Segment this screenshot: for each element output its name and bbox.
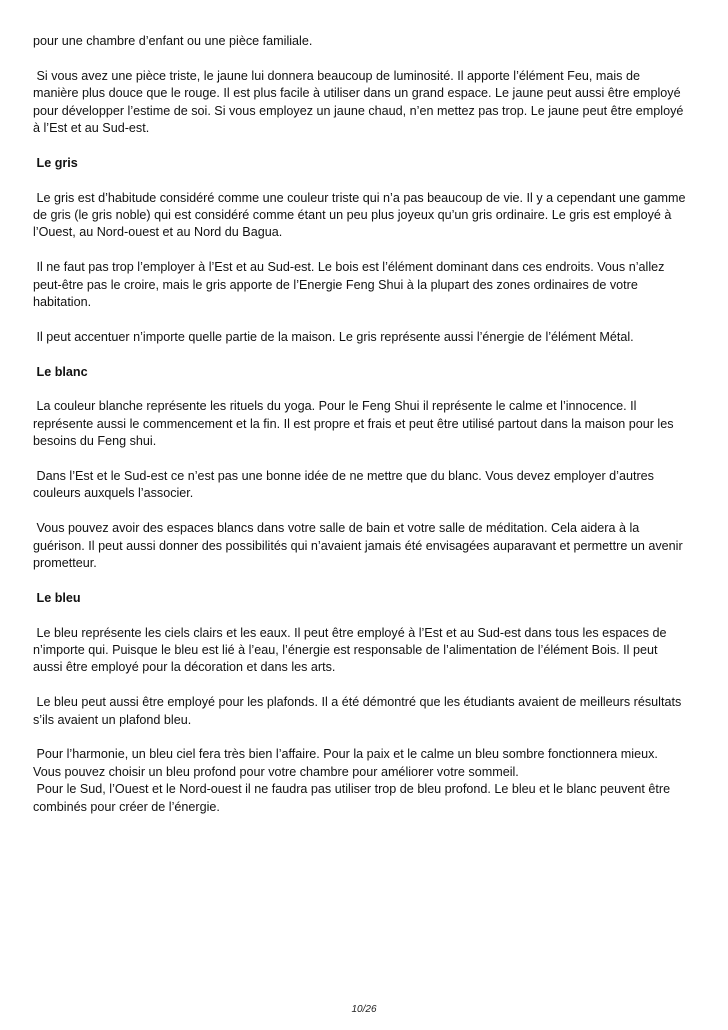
page-number: 10/26 xyxy=(351,1004,377,1015)
paragraph-1: pour une chambre d’enfant ou une pièce familiale. xyxy=(33,34,313,48)
paragraph-4: Il ne faut pas trop l’employer à l’Est et au Sud-est. Le bois est l’élément dominant dans ces endroits. Vous n’allez peut-être pas le croire, mais le gris apporte de l’Energie Feng Shui à la plupart des zones ordinaires de votre habitation. xyxy=(33,260,668,310)
paragraph-5: Il peut accentuer n’importe quelle partie de la maison. Le gris représente aussi l’énergie de l’élément Métal. xyxy=(33,329,634,344)
document-page xyxy=(33,33,688,833)
paragraph-7: Dans l’Est et le Sud-est ce n’est pas une bonne idée de ne mettre que du blanc. Vous devez employer d’autres couleurs auxquels l’associer. xyxy=(33,469,658,501)
paragraph-12: Pour le Sud, l’Ouest et le Nord-ouest il ne faudra pas utiliser trop de bleu profond. Le bleu et le blanc peuvent être combinés pour créer de l’énergie. xyxy=(33,782,674,814)
paragraph-3: Le gris est d’habitude considéré comme une couleur triste qui n’a pas beaucoup de vie. Il y a cependant une gamme de gris (le gris noble) qui est considéré comme étant un peu plus joyeux qu’un gris ordinaire. Le gris est employé à l’Ouest, au Nord-ouest et au Nord du Bagua. xyxy=(33,190,689,240)
paragraph-6: La couleur blanche représente les rituels du yoga. Pour le Feng Shui il représente le calme et l’innocence. Il représente aussi le commencement et la fin. Il est propre et frais et peut être utilisé partout dans la maison pour les besoins du Feng shui. xyxy=(33,399,678,449)
section-heading-gris: Le gris xyxy=(33,155,78,170)
paragraph-10: Le bleu peut aussi être employé pour les plafonds. Il a été démontré que les étudiants avaient de meilleurs résultats s’ils avaient un plafond bleu. xyxy=(33,695,685,727)
paragraph-11: Pour l’harmonie, un bleu ciel fera très bien l’affaire. Pour la paix et le calme un bleu sombre fonctionnera mieux. Vous pouvez choisir un bleu profond pour votre chambre pour améliorer votre sommeil. xyxy=(33,747,662,779)
paragraph-8: Vous pouvez avoir des espaces blancs dans votre salle de bain et votre salle de méditation. Cela aidera à la guérison. Il peut aussi donner des possibilités qui n’avaient jamais été envisagées auparavant et permettre un avenir prometteur. xyxy=(33,521,687,571)
paragraph-2: Si vous avez une pièce triste, le jaune lui donnera beaucoup de luminosité. Il apporte l’élément Feu, mais de manière plus douce que le rouge. Il est plus facile à utiliser dans un grand espace. Le jaune peut aussi être employé pour développer l’estime de soi. Si vous employez un jaune chaud, n’en mettez pas trop. Le jaune peut être employé à l’Est et au Sud-est. xyxy=(33,68,687,136)
paragraph-9: Le bleu représente les ciels clairs et les eaux. Il peut être employé à l’Est et au Sud-est dans tous les espaces de n’importe qui. Puisque le bleu est lié à l’eau, l’énergie est responsable de l’alimentation de l’élément Bois. Il peut aussi être employé pour la décoration et dans les arts. xyxy=(33,625,671,675)
section-heading-bleu: Le bleu xyxy=(33,590,81,605)
section-heading-blanc: Le blanc xyxy=(33,364,88,379)
